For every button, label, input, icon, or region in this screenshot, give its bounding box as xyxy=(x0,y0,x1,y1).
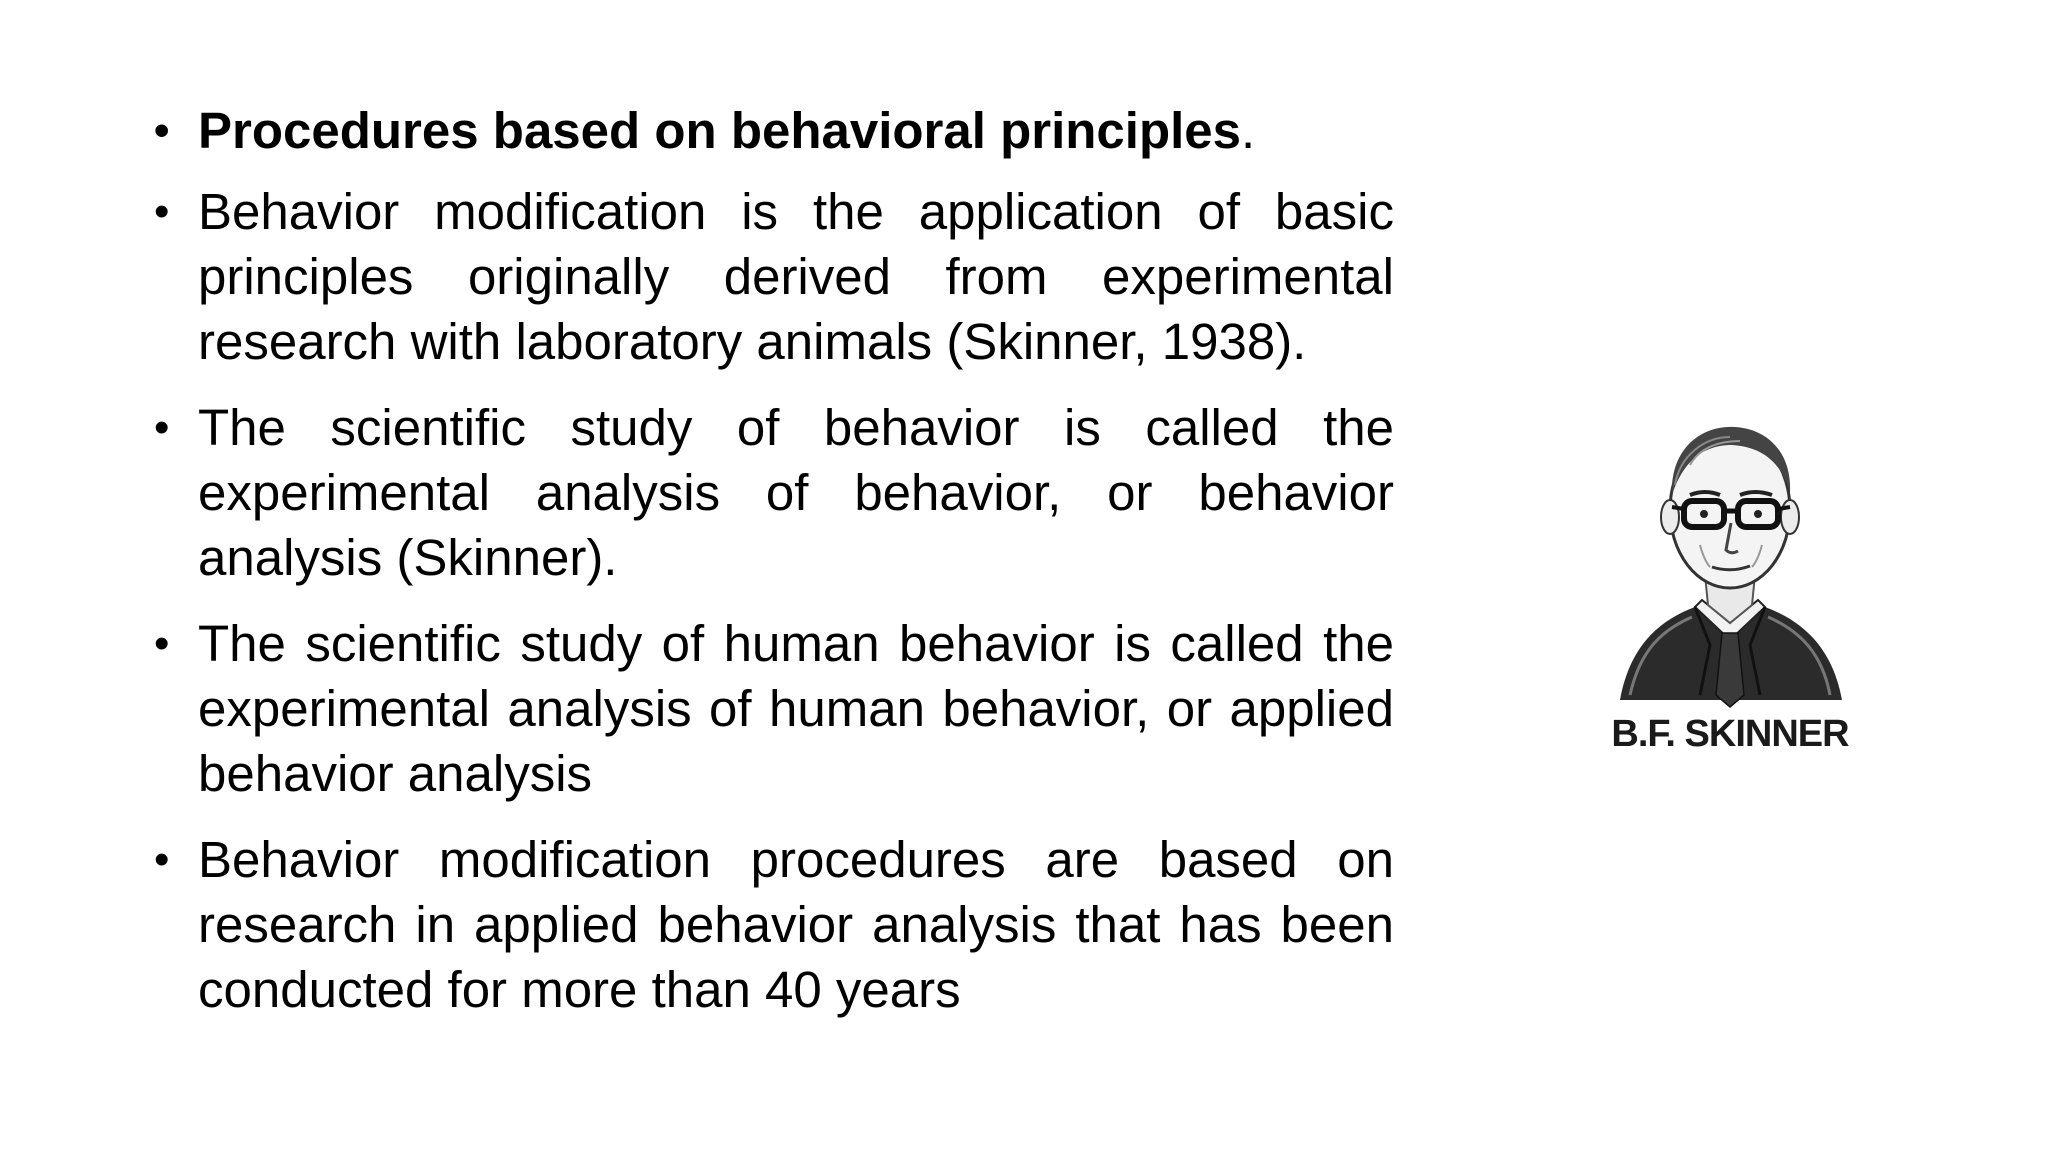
bullet-item xyxy=(150,611,1394,806)
bullet-text: The scientific study of human behavior is called the experimental analysis of human behavior, or applied behavior analysis xyxy=(198,615,1394,802)
bullet-item xyxy=(150,395,1394,590)
portrait-image xyxy=(1600,395,1860,765)
portrait-caption: B.F. SKINNER xyxy=(1611,713,1849,755)
bullet-text: Behavior modification is the application of basic principles originally derived from experimental research with laboratory animals (Skinner, 1938). xyxy=(198,183,1394,370)
bullet-text: Procedures based on behavioral principles xyxy=(198,102,1242,159)
bullet-item xyxy=(150,98,1394,163)
bullet-suffix: . xyxy=(1241,102,1256,159)
portrait-sketch-icon xyxy=(1600,395,1860,715)
bullet-text: The scientific study of behavior is called the experimental analysis of behavior, or behavior analysis (Skinner). xyxy=(198,399,1394,586)
bullet-list xyxy=(150,98,1394,1043)
bullet-item xyxy=(150,179,1394,374)
bullet-item xyxy=(150,827,1394,1022)
bullet-text: Behavior modification procedures are based on research in applied behavior analysis that has been conducted for more than 40 years xyxy=(198,831,1394,1018)
